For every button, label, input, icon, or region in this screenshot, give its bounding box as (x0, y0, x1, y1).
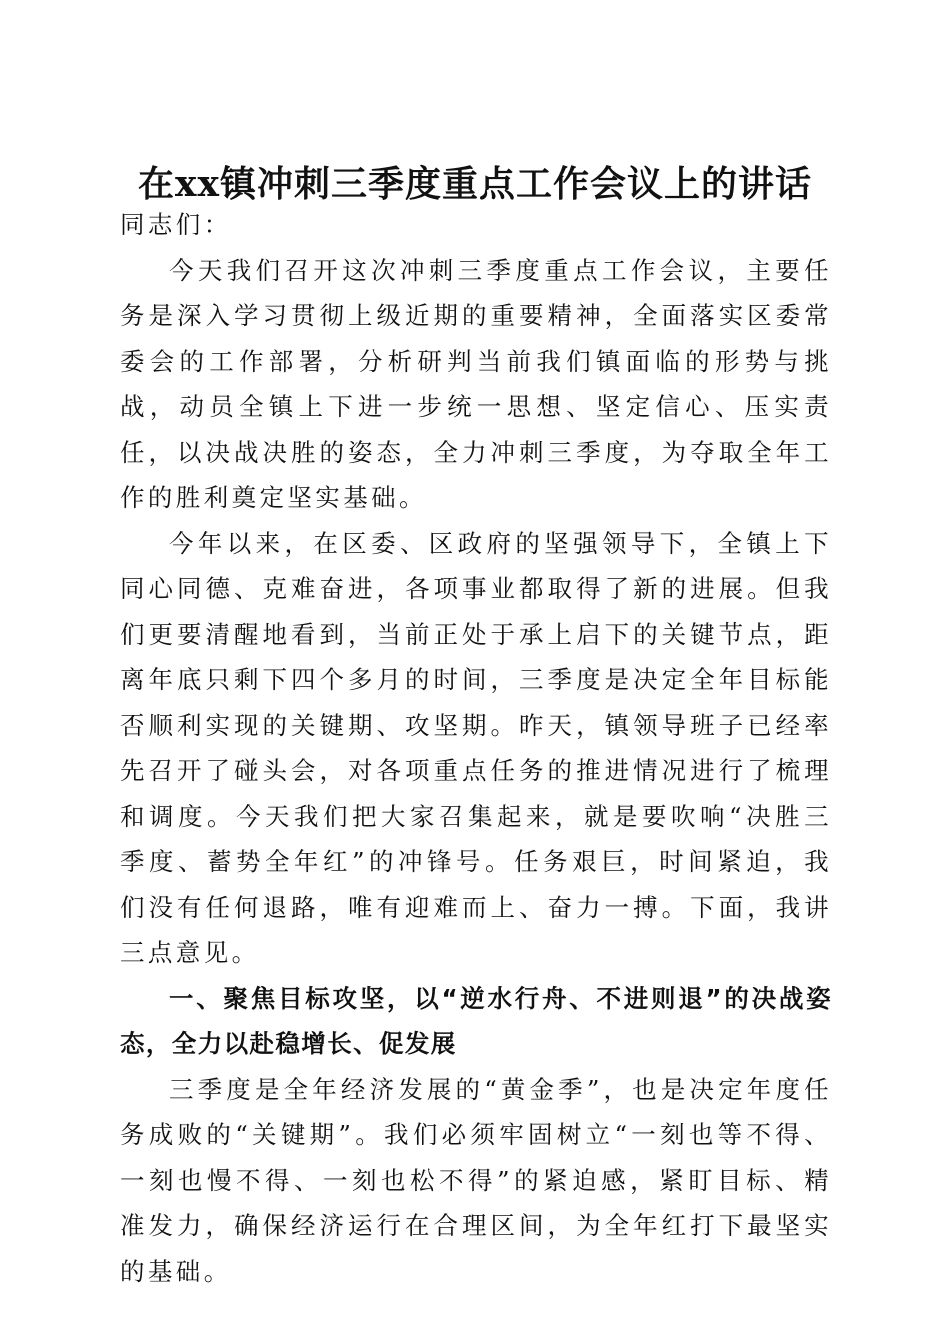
opening-paragraph: 今天我们召开这次冲刺三季度重点工作会议，主要任务是深入学习贯彻上级近期的重要精神，全面落实区委常委会的工作部署，分析研判当前我们镇面临的形势与挑战，动员全镇上下进一步统一思想、坚定信心、压实责任，以决战决胜的姿态，全力冲刺三季度，为夺取全年工作的胜利奠定坚实基础。 (120, 255, 832, 512)
context-paragraph: 今年以来，在区委、区政府的坚强领导下，全镇上下同心同德、克难奋进，各项事业都取得了新的进展。但我们更要清醒地看到，当前正处于承上启下的关键节点，距离年底只剩下四个多月的时间，三季度是决定全年目标能否顺利实现的关键期、攻坚期。昨天，镇领导班子已经率先召开了碰头会，对各项重点任务的推进情况进行了梳理和调度。今天我们把大家召集起来，就是要吹响“决胜三季度、蓄势全年红”的冲锋号。任务艰巨，时间紧迫，我们没有任何退路，唯有迎难而上、奋力一搏。下面，我讲三点意见。 (120, 528, 832, 967)
section-paragraph: 三季度是全年经济发展的“黄金季”，也是决定年度任务成败的“关键期”。我们必须牢固树立“一刻也等不得、一刻也慢不得、一刻也松不得”的紧迫感，紧盯目标、精准发力，确保经济运行在合理区间，为全年红打下最坚实的基础。 (120, 1074, 832, 1286)
salutation: 同志们： (120, 210, 232, 239)
document-body (120, 202, 832, 1294)
section-heading: 一、聚焦目标攻坚，以“逆水行舟、不进则退”的决战姿态，全力以赴稳增长、促发展 (120, 983, 832, 1058)
document-title: 在xx镇冲刺三季度重点工作会议上的讲话 (138, 163, 812, 206)
